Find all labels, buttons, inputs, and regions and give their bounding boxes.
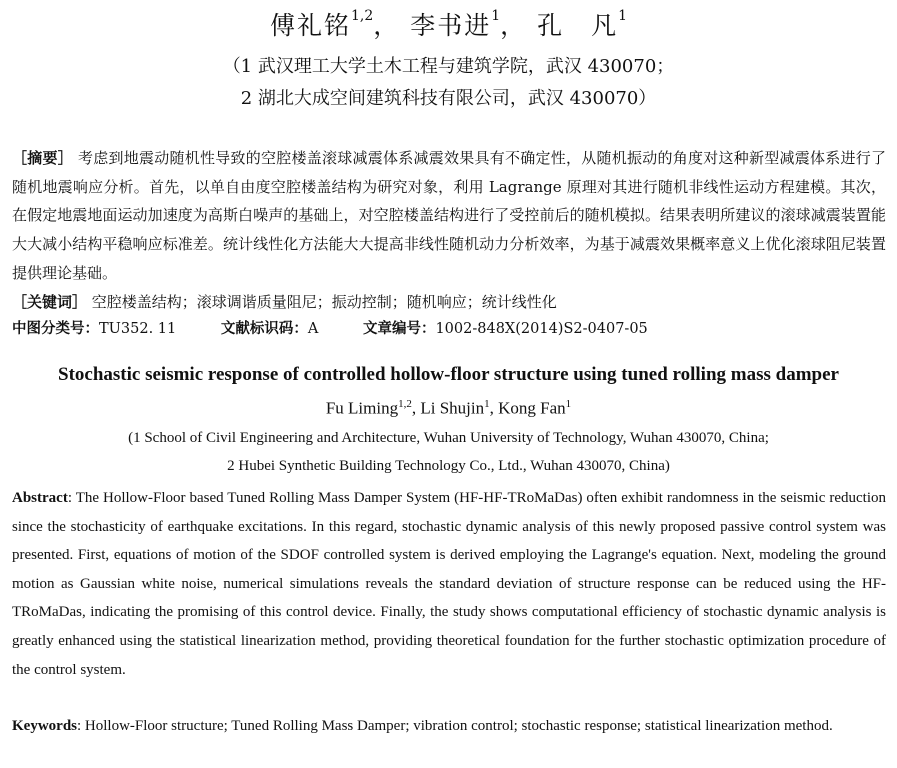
- cn-classification: [12, 315, 886, 344]
- cn-author-sup: 1: [491, 8, 501, 24]
- cn-author-sup: 1: [618, 8, 628, 24]
- doc-code-label: 文献标识码：: [220, 321, 308, 337]
- en-abstract-text: : The Hollow-Floor based Tuned Rolling Mass Damper System (HF-HF-TRoMaDas) often exhibit randomness in the seismic reduction since the stochasticity of earthquake excitations. In this regard, stochastic dynamic analysis of this newly proposed passive control system was presented. First, equations of motion of the SDOF controlled system is derived employing the Lagrange's equation. Next, modeling the ground motion as Gaussian white noise, numerical simulations reveals the standard deviation of structure response can be reduced using the HF-TRoMaDas, indicating the promising of this control device. Finally, the study shows computational efficiency of stochastic dynamic analysis is greatly enhanced using the statistical linearization method, providing theoretical foundation for the further stochastic optimization procedure of the control system.: [12, 490, 886, 678]
- en-abstract-label: Abstract: [12, 490, 68, 506]
- cn-abstract: [12, 144, 886, 288]
- cn-keywords-text: 空腔楼盖结构；滚球调谐质量阻尼；振动控制；随机响应；统计线性化: [91, 293, 557, 311]
- cn-author-line: [0, 6, 897, 42]
- cn-abstract-text: 考虑到地震动随机性导致的空腔楼盖滚球减震体系减震效果具有不确定性，从随机振动的角度对这种新型减震体系进行了随机地震响应分析。首先，以单自由度空腔楼盖结构为研究对象，利用 Lagrange 原理对其进行随机非线性运动方程建模。其次，在假定地震地面运动加速度为高斯白噪声的基础上，对空腔楼盖结构进行了受控前后的随机模拟。结果表明所建议的滚球减震装置能大大减小结构平稳响应标准差。统计线性化方法能大大提高非线性随机动力分析效率，为基于减震效果概率意义上优化滚球阻尼装置提供理论基础。: [12, 149, 886, 282]
- en-author-sep: ,: [489, 398, 499, 418]
- en-keywords-text: : Hollow-Floor structure; Tuned Rolling Mass Damper; vibration control; stochastic response; statistical linearization method.: [77, 718, 833, 734]
- cn-affiliation-2: 2 湖北大成空间建筑科技有限公司，武汉 430070）: [240, 88, 657, 109]
- cn-author-sup: 1,2: [350, 8, 374, 24]
- en-abstract: [12, 484, 886, 684]
- en-author-sup: 1: [565, 398, 572, 410]
- en-author: Kong Fan: [498, 398, 566, 418]
- en-author: Fu Liming: [325, 398, 399, 418]
- cn-author: 孔 凡: [537, 11, 619, 40]
- cn-affiliation-1: （1 武汉理工大学土木工程与建筑学院，武汉 430070；: [222, 56, 675, 77]
- article-no-label: 文章编号：: [362, 321, 436, 337]
- en-author: Li Shujin: [420, 398, 485, 418]
- en-affiliation-2: 2 Hubei Synthetic Building Technology Co., Ltd., Wuhan 430070, China): [227, 458, 670, 474]
- cn-author-sep: ，: [373, 11, 401, 40]
- doc-code-value: A: [307, 321, 319, 337]
- en-keywords: [12, 712, 886, 741]
- cn-abstract-label: ［摘要］: [12, 149, 73, 167]
- article-no-value: 1002-848X(2014)S2-0407-05: [435, 321, 648, 337]
- en-affiliation-1: (1 School of Civil Engineering and Architecture, Wuhan University of Technology, Wuhan 430070, China;: [128, 430, 769, 446]
- en-author-sup: 1: [484, 398, 490, 410]
- en-author-line: [0, 398, 897, 419]
- clc-value: TU352. 11: [99, 321, 177, 337]
- cn-author: 李书进: [410, 11, 492, 40]
- cn-author: 傅礼铭: [269, 11, 351, 40]
- cn-keywords-label: ［关键词］: [12, 293, 88, 311]
- en-author-sep: ,: [411, 398, 421, 418]
- cn-author-sep: ，: [500, 11, 528, 40]
- cn-keywords: [12, 288, 886, 317]
- clc-label: 中图分类号：: [12, 321, 99, 337]
- en-keywords-label: Keywords: [12, 718, 77, 734]
- en-author-sup: 1,2: [398, 398, 412, 410]
- en-title: Stochastic seismic response of controlled hollow-floor structure using tuned rolling mass damper: [58, 364, 839, 385]
